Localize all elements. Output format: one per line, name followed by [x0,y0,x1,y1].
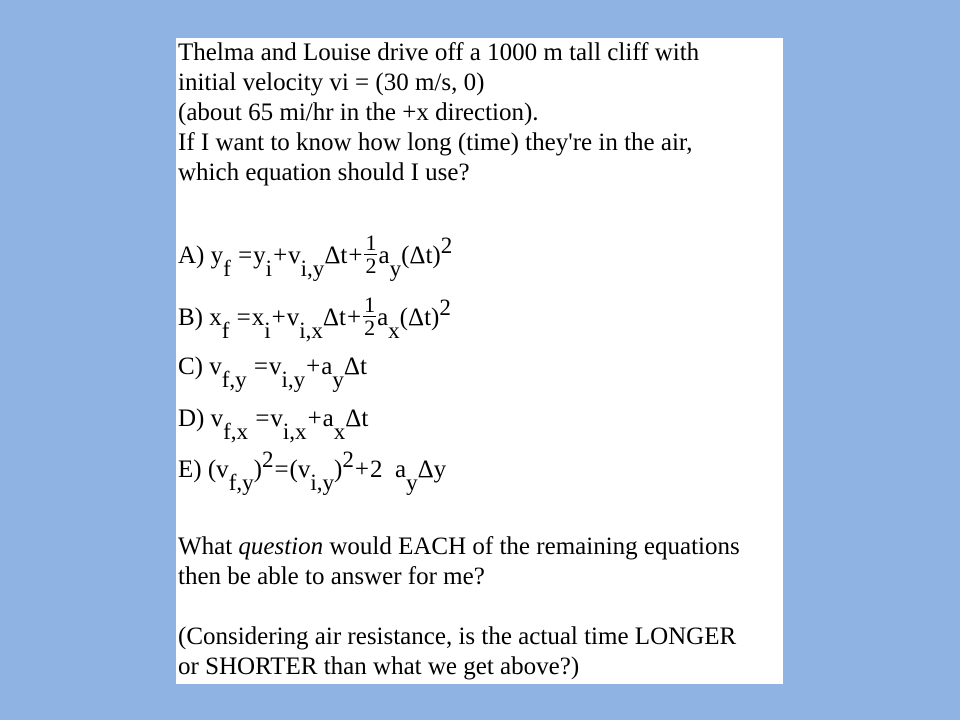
eq-b-t1-sub: i [264,318,271,344]
eq-a-plus1: + [273,242,288,270]
eq-a-t3-sup: 2 [440,233,453,259]
eq-b-frac-den: 2 [364,315,376,340]
eq-b-plus1: + [271,304,286,332]
eq-c-t2-sub: y [332,367,344,392]
equation-a-label: A) [178,242,205,270]
followup-line-1-em: question [238,533,324,560]
eq-e-equals: = [274,456,289,483]
eq-a-t3-tail: (Δt) [401,242,441,270]
eq-e-t2: a [394,456,407,483]
eq-a-t3: a [378,242,390,270]
followup-line-1-pre: What [178,533,239,560]
eq-a-t3-sub: y [389,256,402,282]
eq-a-t2-sub: i,y [300,256,325,282]
eq-d-plus1: + [307,405,322,432]
eq-d-equals: = [255,405,270,432]
eq-c-plus1: + [306,353,321,380]
eq-d-t2: a [322,405,334,432]
eq-d-t2-tail: Δt [345,405,369,432]
eq-c-t1: v [269,353,282,380]
equation-c [178,352,367,392]
eq-d-t1-sub: i,x [282,419,307,444]
eq-e-t1-close: ) [334,456,343,483]
intro-line-5: which equation should I use? [178,159,470,186]
eq-b-lhs: x [209,304,222,332]
eq-c-lhs-sub: f,y [221,367,247,392]
eq-c-t2-tail: Δt [343,353,367,380]
eq-a-lhs: y [210,242,224,270]
eq-a-t1-sub: i [265,256,273,282]
eq-b-t3-sup: 2 [439,295,451,321]
eq-b-t1: x [251,304,265,332]
equation-b [178,292,451,344]
equation-e-label: E) [178,456,202,483]
eq-a-plus2: + [348,242,363,270]
followup-line-1 [178,532,740,562]
eq-e-plus1: + [354,456,369,483]
eq-b-frac-num: 1 [364,292,376,317]
eq-e-coef: 2 [369,456,383,483]
eq-b-t3: a [377,304,389,332]
eq-b-t3-tail: (Δt) [399,304,440,332]
equation-c-label: C) [178,353,203,380]
equation-a [178,230,453,282]
eq-c-t2: a [321,353,333,380]
equation-d [178,404,369,444]
eq-b-t2-sub: i,x [299,318,323,344]
eq-b-t3-sub: x [388,318,400,344]
eq-e-t1-open: (v [289,456,311,483]
eq-e-t2-sub: y [406,470,418,495]
eq-a-t2: v [288,242,301,270]
eq-d-t2-sub: x [333,419,346,444]
eq-e-t2-tail: Δy [417,456,447,483]
eq-c-equals: = [253,353,269,380]
followup-line-2: then be able to answer for me? [178,563,485,590]
eq-b-t2: v [286,304,300,332]
eq-c-lhs: v [209,353,222,380]
intro-line-4: If I want to know how long (time) they're in the air, [178,129,693,156]
eq-b-lhs-sub: f [221,318,230,344]
equation-b-label: B) [178,304,203,332]
eq-d-t1: v [270,405,283,432]
eq-c-t1-sub: i,y [281,367,306,392]
eq-b-fraction [363,294,376,339]
eq-a-equals: = [238,242,253,270]
eq-d-lhs: v [210,405,224,432]
eq-e-lhs-sup: 2 [261,447,274,472]
equation-e [178,447,447,495]
slide-card [176,38,783,684]
eq-b-t2-tail: Δt [322,304,346,332]
eq-b-plus2: + [346,304,362,332]
eq-a-t1: y [253,242,266,270]
eq-a-lhs-sub: f [223,256,231,282]
intro-line-1: Thelma and Louise drive off a 1000 m tall cliff with [178,39,700,66]
equation-d-label: D) [178,405,205,432]
eq-d-lhs-sub: f,x [223,419,249,444]
eq-e-t1-sup: 2 [342,447,354,472]
followup-line-3: (Considering air resistance, is the actual time LONGER [178,623,737,650]
followup-line-1-post: would EACH of the remaining equations [323,533,740,560]
eq-e-lhs-close: ) [253,456,262,483]
intro-line-3: (about 65 mi/hr in the +x direction). [178,99,539,126]
eq-b-equals: = [236,304,251,332]
followup-line-4: or SHORTER than what we get above?) [178,653,580,680]
eq-e-lhs-sub: f,y [228,470,254,495]
eq-a-fraction [364,232,377,277]
intro-line-2: initial velocity vi = (30 m/s, 0) [178,69,485,96]
eq-a-frac-den: 2 [365,253,377,278]
eq-e-t1-sub: i,y [310,470,335,495]
eq-a-frac-num: 1 [365,230,377,255]
eq-e-lhs-open: (v [207,456,229,483]
eq-a-t2-tail: Δt [324,242,348,270]
